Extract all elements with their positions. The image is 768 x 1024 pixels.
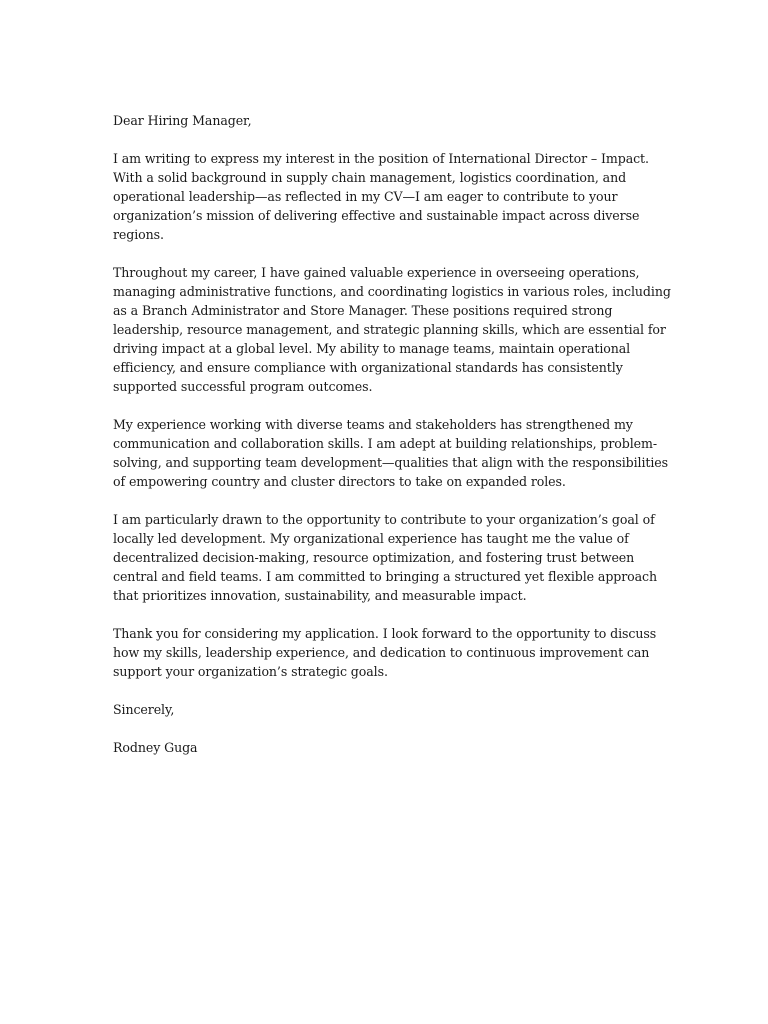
paragraph-teamwork: My experience working with diverse teams and stakeholders has strengthened my communication and collaboration skills. I am adept at building relationships, problem-solving, and supporting team development—qualities that align with the responsibilities of empowering country and cluster directors to take on expanded roles. xyxy=(113,417,668,489)
paragraph-motivation: I am particularly drawn to the opportunity to contribute to your organization’s goal of locally led development. My organizational experience has taught me the value of decentralized decision-making, resource optimization, and fostering trust between central and field teams. I am committed to bringing a structured yet flexible approach that prioritizes innovation, sustainability, and measurable impact. xyxy=(113,512,658,603)
closing: Sincerely, xyxy=(113,702,175,717)
signature: Rodney Guga xyxy=(113,740,198,755)
cover-letter xyxy=(113,111,673,776)
paragraph-thanks: Thank you for considering my application. I look forward to the opportunity to discuss how my skills, leadership experience, and dedication to continuous improvement can support your organization’s strategic goals. xyxy=(113,626,657,679)
salutation: Dear Hiring Manager, xyxy=(113,113,252,128)
paragraph-intro: I am writing to express my interest in the position of International Director – Impact. With a solid background in supply chain management, logistics coordination, and operational leadership—as reflected in my CV—I am eager to contribute to your organization’s mission of delivering effective and sustainable impact across diverse regions. xyxy=(113,151,649,242)
paragraph-experience: Throughout my career, I have gained valuable experience in overseeing operations, managing administrative functions, and coordinating logistics in various roles, including as a Branch Administrator and Store Manager. These positions required strong leadership, resource management, and strategic planning skills, which are essential for driving impact at a global level. My ability to manage teams, maintain operational efficiency, and ensure compliance with organizational standards has consistently supported successful program outcomes. xyxy=(113,265,671,394)
